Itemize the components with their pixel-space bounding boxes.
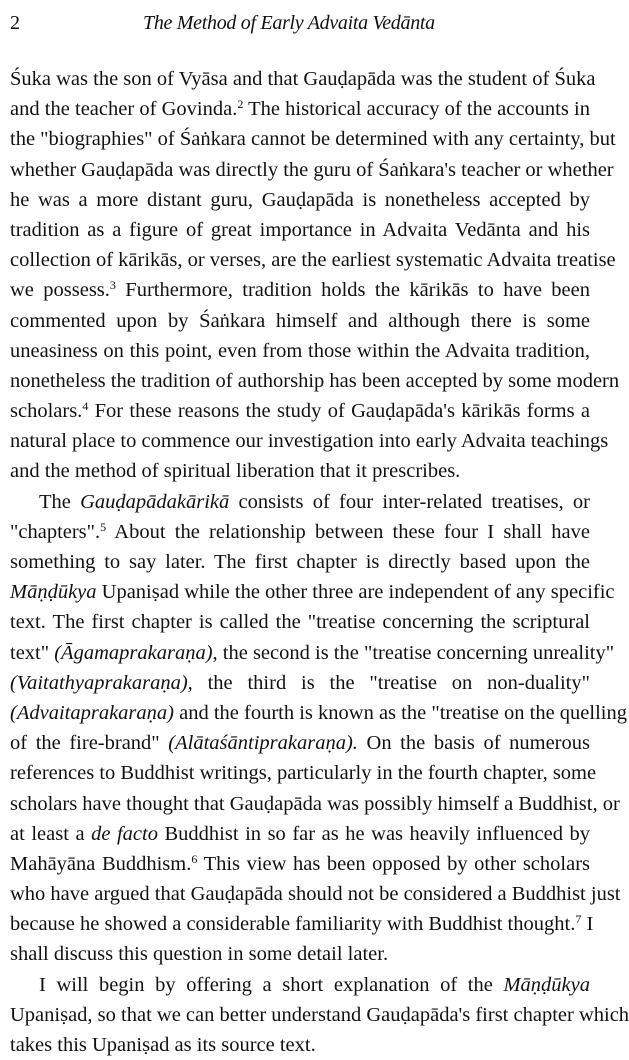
text-segment: and the method of spiritual liberation that it prescribes.	[10, 460, 461, 483]
italic-term: Māṇḍūkya	[10, 581, 97, 604]
footnote-marker: 2	[237, 97, 244, 112]
text-segment: Mahāyāna Buddhism.	[10, 852, 192, 875]
text-segment: because he showed a considerable familiarity with Buddhist thought.	[10, 913, 576, 936]
text-line	[10, 426, 609, 456]
text-segment: uneasiness on this point, even from those within the Advaita tradition,	[10, 339, 590, 362]
text-line	[10, 849, 590, 879]
italic-term: Gauḍapādakārikā	[80, 490, 230, 513]
text-line	[10, 698, 627, 728]
text-segment: he was a more distant guru, Gauḍapāda is nonetheless accepted by	[10, 188, 590, 211]
text-segment: Buddhist in so far as he was heavily influenced by	[157, 822, 590, 845]
text-line	[10, 336, 590, 366]
footnote-marker: 3	[109, 278, 116, 293]
footnote-marker: 6	[191, 851, 198, 866]
text-segment: Śuka was the son of Vyāsa and that Gauḍapāda was the student of Śuka	[10, 68, 596, 90]
text-segment: The	[39, 490, 81, 513]
text-line	[10, 1000, 629, 1030]
footnote-marker: 7	[575, 912, 582, 927]
italic-term: Māṇḍūkya	[503, 973, 590, 996]
text-segment: at least a	[10, 822, 92, 845]
text-segment: Upaniṣad while the other three are independent of any specific	[96, 581, 615, 604]
page-header	[10, 6, 590, 36]
text-segment: the "biographies" of Śaṅkara cannot be determined with any certainty, but	[10, 128, 616, 151]
text-line	[10, 155, 614, 185]
text-segment: About the relationship between these four I shall have	[106, 520, 590, 543]
text-segment: who have argued that Gauḍapāda should not be considered a Buddhist just	[10, 883, 621, 906]
text-line	[10, 487, 590, 517]
italic-term: de facto	[91, 822, 158, 845]
text-segment: collection of kārikās, or verses, are the earliest systematic Advaita treatise	[10, 249, 616, 272]
italic-term: (Advaitaprakaraṇa)	[10, 701, 174, 724]
italic-term: (Vaitathyaprakaraṇa),	[10, 671, 193, 694]
text-segment: whether Gauḍapāda was directly the guru of Śaṅkara's teacher or whether	[10, 158, 614, 181]
text-line	[10, 306, 590, 336]
text-line	[10, 909, 594, 939]
text-segment: Upaniṣad, so that we can better understand Gauḍapāda's first chapter which	[10, 1003, 629, 1026]
text-line	[10, 547, 590, 577]
text-line	[10, 245, 616, 275]
text-line	[10, 577, 615, 607]
footnote-marker: 5	[100, 519, 107, 534]
text-line	[10, 517, 590, 547]
text-line	[10, 396, 590, 426]
text-line	[10, 124, 616, 154]
text-segment: consists of four inter-related treatises, or	[229, 490, 590, 513]
text-line	[10, 939, 590, 969]
text-segment: references to Buddhist writings, particularly in the fourth chapter, some	[10, 762, 597, 785]
text-segment: something to say later. The first chapter is directly based upon the	[10, 551, 590, 573]
text-line	[10, 758, 597, 788]
text-segment: the second is the "treatise concerning unreality"	[217, 641, 615, 664]
text-segment: "chapters".	[10, 520, 101, 543]
text-segment: I will begin by offering a short explanation of the	[39, 973, 504, 996]
text-segment: The historical accuracy of the accounts in	[243, 98, 590, 121]
text-segment: commented upon by Śaṅkara himself and although there is some	[10, 309, 590, 332]
text-segment: This view has been opposed by other scholars	[197, 852, 591, 875]
text-line	[10, 64, 596, 94]
text-line	[10, 638, 615, 668]
page-number: 2	[10, 12, 20, 34]
text-line	[10, 366, 620, 396]
text-line	[10, 185, 590, 215]
text-line	[10, 819, 590, 849]
text-line	[10, 607, 590, 637]
text-segment: and the teacher of Govinda.	[10, 98, 238, 121]
text-line	[10, 970, 590, 1000]
text-segment: of the fire-brand"	[10, 732, 169, 755]
footnote-marker: 4	[82, 399, 89, 414]
text-segment: tradition as a figure of great importance in Advaita Vedānta and his	[10, 218, 590, 241]
text-line	[10, 215, 590, 245]
text-line	[10, 789, 620, 819]
text-line	[10, 275, 590, 305]
running-title: The Method of Early Advaita Vedānta	[143, 12, 435, 34]
text-segment: scholars have thought that Gauḍapāda was possibly himself a Buddhist, or	[10, 792, 620, 815]
text-line	[10, 668, 590, 698]
text-segment: shall discuss this question in some detail later.	[10, 943, 389, 966]
text-line	[10, 728, 590, 758]
italic-term: (Alātaśāntiprakaraṇa).	[168, 732, 358, 755]
text-segment: the third is the "treatise on non-duality"	[192, 671, 590, 694]
text-segment: On the basis of numerous	[357, 732, 590, 755]
text-segment: we possess.	[10, 279, 110, 302]
text-line	[10, 94, 590, 124]
text-line	[10, 456, 590, 486]
text-segment: natural place to commence our investigation into early Advaita teachings	[10, 430, 609, 453]
body-text	[10, 64, 629, 1060]
text-line	[10, 879, 621, 909]
text-segment: text. The first chapter is called the "treatise concerning the scriptural	[10, 611, 590, 634]
text-segment: scholars.	[10, 400, 83, 423]
text-line	[10, 1030, 590, 1060]
text-segment: nonetheless the tradition of authorship has been accepted by some modern	[10, 369, 620, 392]
text-segment: Furthermore, tradition holds the kārikās to have been	[115, 279, 590, 302]
text-segment: takes this Upaniṣad as its source text.	[10, 1034, 316, 1056]
text-segment: I	[581, 913, 594, 936]
text-segment: For these reasons the study of Gauḍapāda's kārikās forms a	[88, 400, 590, 423]
italic-term: (Āgamaprakaraṇa),	[54, 641, 218, 664]
text-segment: text"	[10, 641, 55, 664]
text-segment: and the fourth is known as the "treatise on the quelling	[173, 701, 627, 724]
